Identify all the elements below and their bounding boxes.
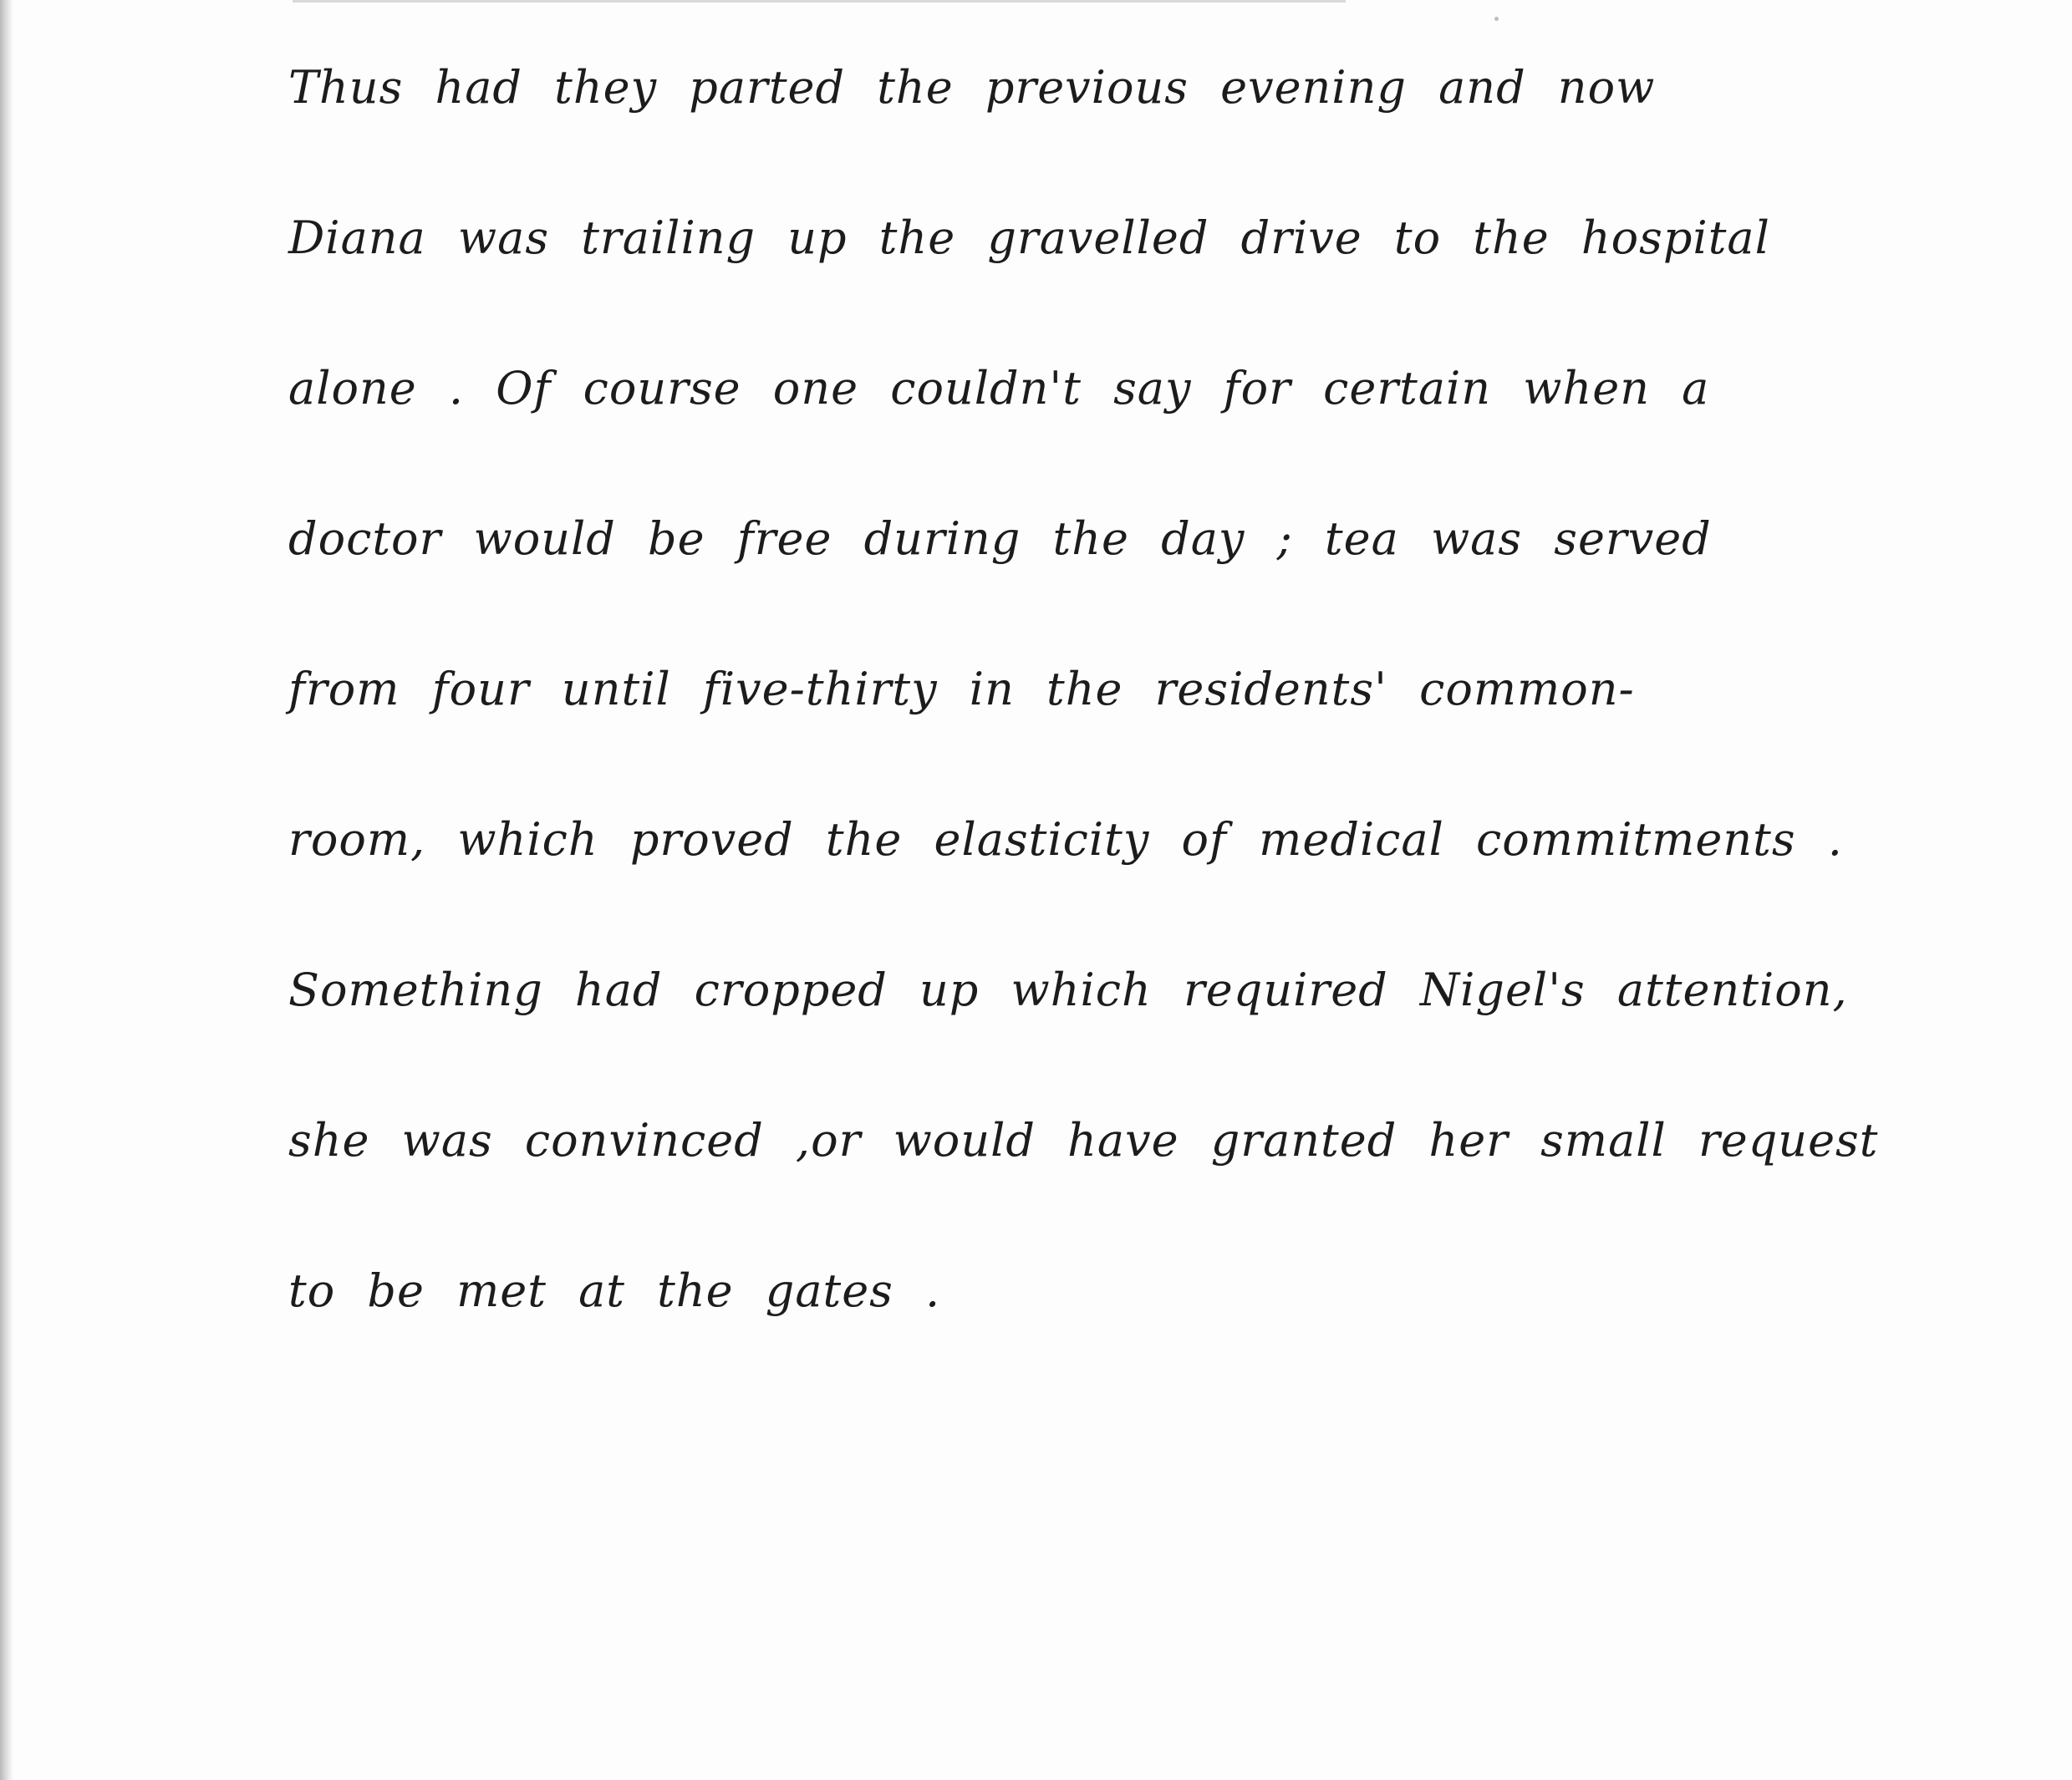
handwritten-line-6: room, which proved the elasticity of medical commitments .	[288, 813, 1843, 866]
handwritten-line-5: from four until five-thirty in the residents' common-	[288, 663, 1635, 715]
handwritten-line-2: Diana was trailing up the gravelled drive to the hospital	[288, 211, 1770, 264]
handwritten-line-9: to be met at the gates .	[288, 1264, 941, 1317]
handwritten-line-8: she was convinced ,or would have granted her small request	[288, 1114, 1879, 1167]
handwritten-line-7: Something had cropped up which required Nigel's attention,	[288, 964, 1848, 1016]
handwritten-line-3: alone . Of course one couldn't say for certain when a	[288, 362, 1710, 414]
handwritten-line-4: doctor would be free during the day ; tea was served	[288, 512, 1712, 565]
handwritten-line-1: Thus had they parted the previous evening and now	[288, 61, 1656, 114]
